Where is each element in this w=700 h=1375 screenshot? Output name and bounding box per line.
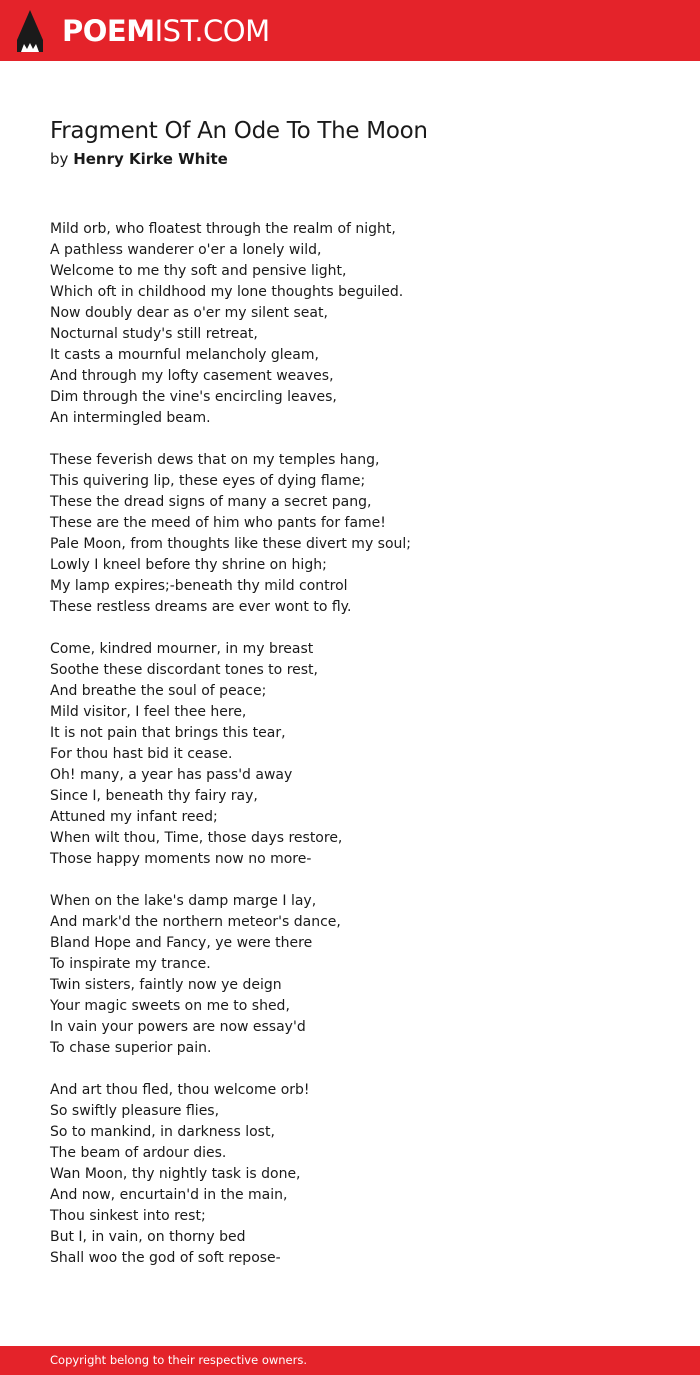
- poem-stanza: [50, 891, 650, 1059]
- site-logo[interactable]: [62, 12, 270, 50]
- poem-line: And through my lofty casement weaves,: [50, 368, 334, 384]
- poem-line: To chase superior pain.: [50, 1040, 212, 1056]
- poem-line: And art thou fled, thou welcome orb!: [50, 1082, 310, 1098]
- poem-line: Twin sisters, faintly now ye deign: [50, 977, 282, 993]
- poem-line: And mark'd the northern meteor's dance,: [50, 914, 341, 930]
- poem-line: It is not pain that brings this tear,: [50, 725, 286, 741]
- poem-line: Soothe these discordant tones to rest,: [50, 662, 318, 678]
- poem-line: Come, kindred mourner, in my breast: [50, 641, 314, 657]
- poem-line: My lamp expires;-beneath thy mild control: [50, 578, 348, 594]
- poem-line: Dim through the vine's encircling leaves,: [50, 389, 337, 405]
- poem-line: These restless dreams are ever wont to fly.: [50, 599, 352, 615]
- poem-line: Since I, beneath thy fairy ray,: [50, 788, 258, 804]
- poem-line: These are the meed of him who pants for fame!: [50, 515, 386, 531]
- byline: [50, 149, 228, 169]
- poem-title: Fragment Of An Ode To The Moon: [50, 118, 428, 144]
- poem-line: So to mankind, in darkness lost,: [50, 1124, 275, 1140]
- poem-body: [50, 219, 650, 1290]
- poem-line: For thou hast bid it cease.: [50, 746, 233, 762]
- author-name: Henry Kirke White: [73, 150, 228, 168]
- poem-line: Pale Moon, from thoughts like these divert my soul;: [50, 536, 412, 552]
- poem-line: These feverish dews that on my temples hang,: [50, 452, 380, 468]
- poem-line: A pathless wanderer o'er a lonely wild,: [50, 242, 322, 258]
- poem-line: And breathe the soul of peace;: [50, 683, 267, 699]
- poem-line: Shall woo the god of soft repose-: [50, 1250, 281, 1266]
- copyright-text: Copyright belong to their respective owners.: [50, 1353, 308, 1367]
- by-label: by: [50, 150, 69, 168]
- logo-light-text: IST.COM: [154, 14, 270, 48]
- poem-line: But I, in vain, on thorny bed: [50, 1229, 246, 1245]
- pencil-icon[interactable]: [17, 10, 43, 52]
- poem-line: In vain your powers are now essay'd: [50, 1019, 306, 1035]
- poem-stanza: [50, 639, 650, 870]
- poem-line: And now, encurtain'd in the main,: [50, 1187, 288, 1203]
- poem-line: Bland Hope and Fancy, ye were there: [50, 935, 313, 951]
- poem-line: Your magic sweets on me to shed,: [50, 998, 290, 1014]
- poem-line: Welcome to me thy soft and pensive light,: [50, 263, 347, 279]
- poem-line: Which oft in childhood my lone thoughts beguiled.: [50, 284, 404, 300]
- poem-line: This quivering lip, these eyes of dying flame;: [50, 473, 366, 489]
- poem-line: The beam of ardour dies.: [50, 1145, 227, 1161]
- site-footer: [0, 1346, 700, 1375]
- poem-line: Nocturnal study's still retreat,: [50, 326, 258, 342]
- poem-line: These the dread signs of many a secret pang,: [50, 494, 372, 510]
- poem-line: When wilt thou, Time, those days restore,: [50, 830, 343, 846]
- poem-line: It casts a mournful melancholy gleam,: [50, 347, 319, 363]
- poem-stanza: [50, 219, 650, 429]
- poem-line: An intermingled beam.: [50, 410, 211, 426]
- poem-stanza: [50, 1080, 650, 1269]
- site-header: [0, 0, 700, 61]
- poem-line: Now doubly dear as o'er my silent seat,: [50, 305, 328, 321]
- poem-line: Thou sinkest into rest;: [50, 1208, 206, 1224]
- poem-line: Lowly I kneel before thy shrine on high;: [50, 557, 327, 573]
- logo-bold-text: POEM: [62, 14, 155, 48]
- poem-line: Mild orb, who floatest through the realm of night,: [50, 221, 396, 237]
- poem-line: Oh! many, a year has pass'd away: [50, 767, 293, 783]
- poem-line: Those happy moments now no more-: [50, 851, 312, 867]
- poem-line: To inspirate my trance.: [50, 956, 211, 972]
- poem-line: Attuned my infant reed;: [50, 809, 218, 825]
- poem-line: So swiftly pleasure flies,: [50, 1103, 220, 1119]
- poem-stanza: [50, 450, 650, 618]
- poem-line: Wan Moon, thy nightly task is done,: [50, 1166, 301, 1182]
- poem-line: Mild visitor, I feel thee here,: [50, 704, 247, 720]
- poem-line: When on the lake's damp marge I lay,: [50, 893, 317, 909]
